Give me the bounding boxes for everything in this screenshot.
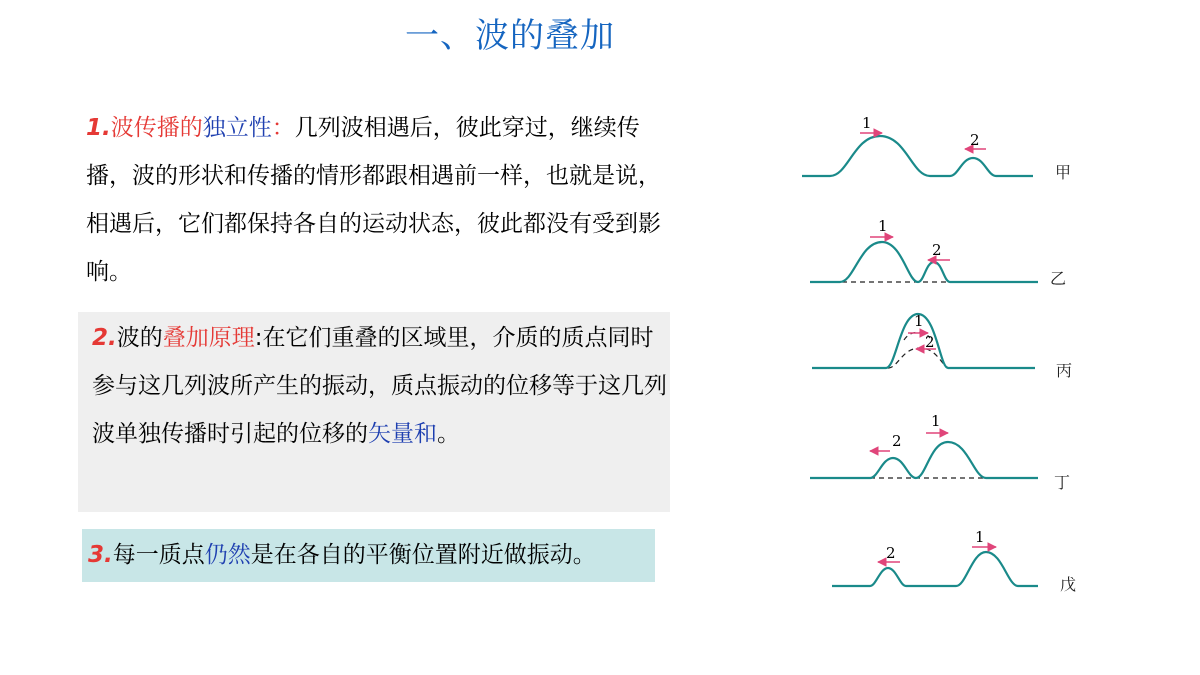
wave-row-ding [810,442,1038,478]
wave-label-1: 1 [878,217,888,235]
heading-1c: ： [271,115,295,141]
paragraph-superposition [78,312,670,512]
page-title: 一、波的叠加 [405,16,615,56]
wave-row-yi [810,242,1038,282]
wave-row-jia [802,136,1033,176]
heading-1b: 独立性 [202,115,272,141]
stage-ding [810,412,1070,492]
stage-label-ding: 丁 [1054,473,1071,492]
wave-label-1: 1 [862,114,872,132]
wave-label-2: 2 [932,241,942,259]
stage-wu [832,528,1076,594]
item-number-3: 3. [88,542,113,568]
wave-label-2: 2 [886,544,896,562]
wave-label-2: 2 [925,333,935,351]
stage-label-bing: 丙 [1056,361,1073,380]
heading-1a: 波传播的 [110,115,203,141]
item-number-2: 2. [92,325,117,351]
stage-label-wu: 戊 [1060,575,1077,594]
highlight-2d: 矢量和 [368,421,437,447]
text-2a: 波的 [116,325,163,351]
wave-label-1: 1 [914,312,924,330]
stage-yi [810,217,1066,288]
highlight-2b: 叠加原理 [162,325,255,351]
wave-label-1: 1 [931,412,941,430]
stage-label-yi: 乙 [1050,269,1067,288]
paragraph-independence [86,104,676,296]
text-2e: 。 [437,421,460,447]
body-text-1: 几列波相遇后，彼此穿过，继续传播，波的形状和传播的情形都跟相遇前一样，也就是说，相遇后，它们都保持各自的运动状态，彼此都没有受到影响。 [86,115,661,285]
wave-label-2: 2 [892,432,902,450]
text-3a: 每一质点 [112,542,205,568]
stage-jia [802,114,1071,182]
text-2c: :在它们重叠的区域里，介质的质点同时参与这几列波所产生的振动，质点振动的位移等于这几列波单独传播时引起的位移的 [92,325,667,447]
wave-label-2: 2 [970,131,980,149]
paragraph-equilibrium [82,529,655,582]
stage-label-jia: 甲 [1055,163,1072,182]
item-number-1: 1. [86,115,111,141]
wave-label-1: 1 [975,528,985,546]
highlight-3b: 仍然 [204,542,251,568]
wave-superposition-diagram [790,100,1090,620]
wave-row-wu [832,552,1038,586]
stage-bing [812,312,1072,380]
text-3c: 是在各自的平衡位置附近做振动。 [250,542,596,568]
